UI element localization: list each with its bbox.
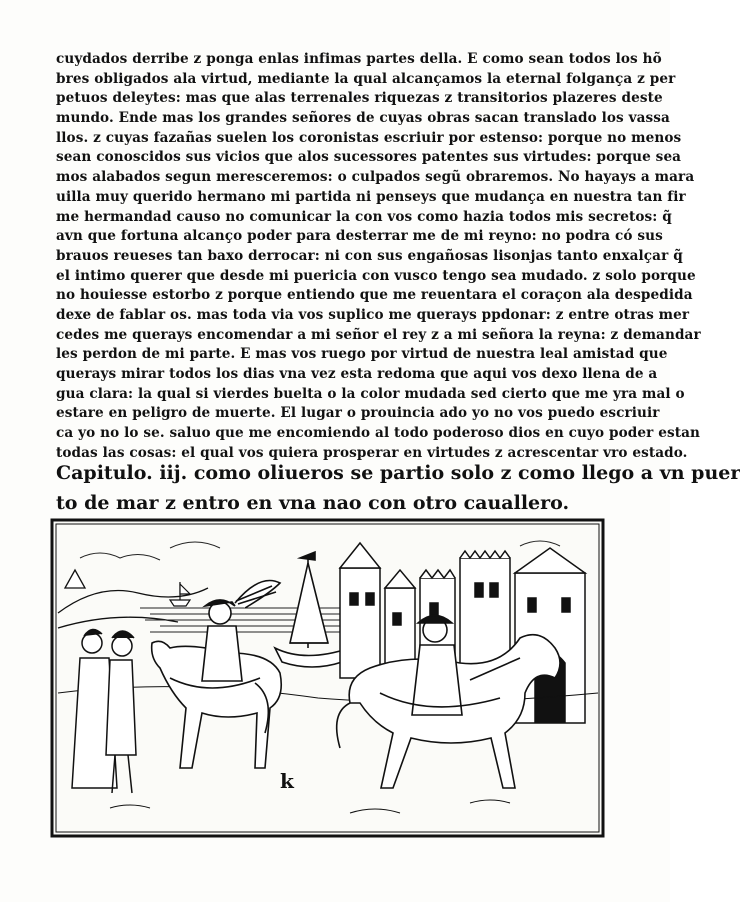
text-line: uilla muy querido hermano mi partida ni penseys que mudança en nuestra tan fir xyxy=(56,188,686,205)
text-line: llos. z cuyas fazañas suelen los coronistas escriuir por estenso: porque no menos xyxy=(56,129,682,146)
text-line: me hermandad causo no comunicar la con vos como hazia todos mis secretos: q̃ xyxy=(56,208,672,225)
text-line: sean conoscidos sus vicios que alos sucessores patentes sus virtudes: porque sea xyxy=(56,149,682,166)
text-line: cuydados derribe z ponga enlas infimas partes della. E como sean todos los hõ xyxy=(56,51,662,67)
chapter-heading-line: Capitulo. iij. como oliueros se partio solo z como llego a vn puer xyxy=(56,462,740,484)
text-line: querays mirar todos los dias vna vez esta redoma que aqui vos dexo llena de a xyxy=(56,366,658,382)
text-line: todas las cosas: el qual vos quiera prosperar en virtudes z acrescentar vro estado. xyxy=(56,444,688,461)
chapter-heading xyxy=(56,458,740,518)
text-line: ca yo no lo se. saluo que me encomiendo al todo poderoso dios en cuyo poder estan xyxy=(56,425,701,442)
text-line: mundo. Ende mas los grandes señores de cuyas obras sacan translado los vassa xyxy=(56,110,670,127)
text-line: cedes me querays encomendar a mi señor el rey z a mi señora la reyna: z demandar xyxy=(56,326,701,343)
text-line: petuos deleytes: mas que alas terrenales riquezas z transitorios plazeres deste xyxy=(56,90,663,107)
text-line: bres obligados ala virtud, mediante la qual alcançamos la eternal folgança z per xyxy=(56,70,676,87)
text-line: no houiesse estorbo z porque entiendo que me reuentara el coraçon ala despedida xyxy=(56,287,693,304)
text-line: dexe de fablar os. mas toda via vos suplico me querays ppdonar: z entre otras mer xyxy=(56,306,690,323)
chapter-heading-line: to de mar z entro en vna nao con otro cauallero. xyxy=(56,492,570,514)
text-line: el intimo querer que desde mi puericia con vusco tengo sea mudado. z solo porque xyxy=(56,267,696,284)
text-line: avn que fortuna alcanço poder para desterrar me de mi reyno: no podra có sus xyxy=(56,228,663,245)
text-line: gua clara: la qual si vierdes buelta o la color mudada sed cierto que me yra mal o xyxy=(56,385,685,402)
woodcut-signature-mark: k xyxy=(280,769,294,793)
body-text xyxy=(56,50,701,463)
woodcut-illustration xyxy=(50,518,605,838)
text-line: mos alabados segun meresceremos: o culpados segũ obraremos. No hayays a mara xyxy=(56,169,695,186)
text-line: estare en peligro de muerte. El lugar o prouincia ado yo no vos puedo escriuir xyxy=(56,405,660,422)
text-line: les perdon de mi parte. E mas vos ruego por virtud de nuestra leal amistad que xyxy=(56,346,668,363)
text-line: brauos reueses tan baxo derrocar: ni con sus engañosas lisonjas tanto enxalçar q̃ xyxy=(56,247,683,264)
